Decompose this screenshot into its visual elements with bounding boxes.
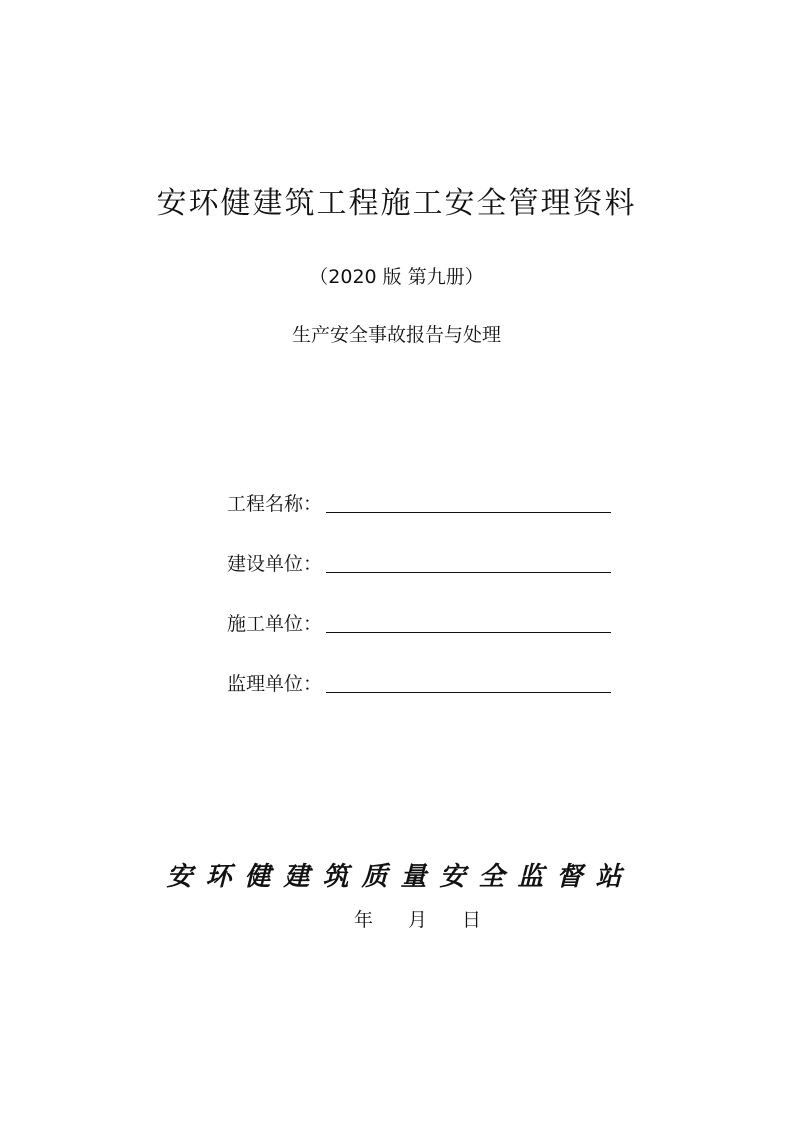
edition-label: （2020 版 第九册）	[309, 266, 484, 288]
contractor-unit-label: 施工单位：	[227, 613, 323, 635]
date-day-label: 日	[462, 909, 482, 931]
date-month-blank[interactable]	[427, 905, 462, 932]
contractor-unit-field[interactable]	[326, 610, 611, 633]
issuing-authority: 安环健建筑质量安全监督站	[166, 862, 635, 892]
date-year-blank[interactable]	[373, 905, 408, 932]
project-name-row	[227, 487, 611, 515]
supervisor-unit-field[interactable]	[326, 670, 611, 693]
supervisor-unit-row	[227, 667, 611, 695]
project-name-field[interactable]	[326, 490, 611, 513]
date-month-label: 月	[408, 909, 428, 931]
volume-subject: 生产安全事故报告与处理	[291, 324, 501, 346]
client-unit-row	[227, 547, 611, 575]
supervisor-unit-label: 监理单位：	[227, 673, 323, 695]
client-unit-label: 建设单位：	[227, 553, 323, 575]
date-line	[354, 905, 481, 932]
project-name-label: 工程名称：	[227, 493, 323, 515]
date-year-label: 年	[354, 909, 374, 931]
contractor-unit-row	[227, 607, 611, 635]
document-title: 安环健建筑工程施工安全管理资料	[156, 186, 637, 221]
client-unit-field[interactable]	[326, 550, 611, 573]
